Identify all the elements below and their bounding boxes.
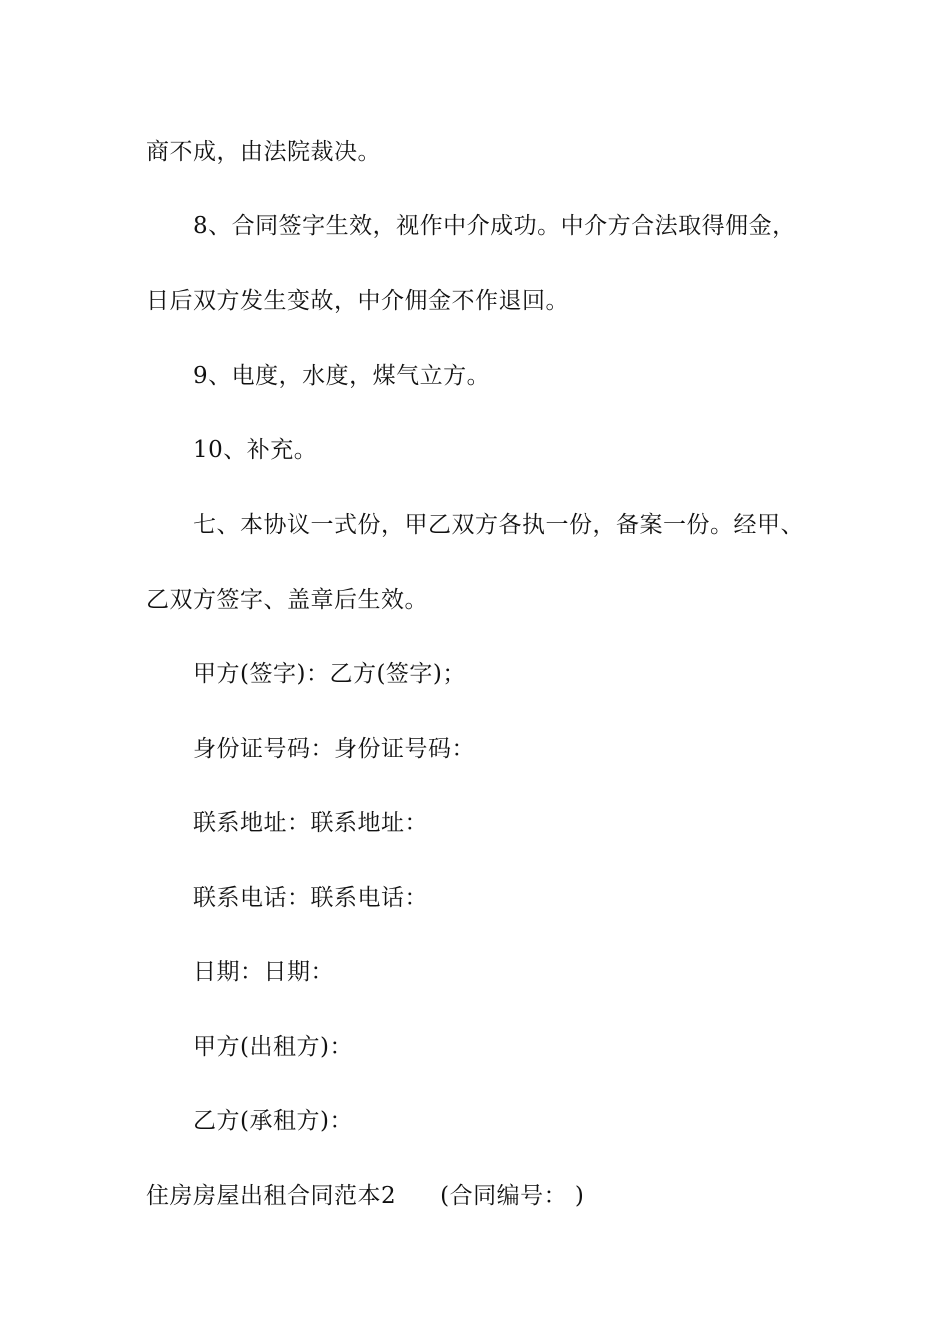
contract-number: (合同编号： )	[440, 1183, 585, 1209]
clause-9-line: 9、电度，水度，煤气立方。	[193, 363, 491, 389]
paragraph-line: 商不成，由法院裁决。	[146, 139, 381, 165]
next-contract-heading	[146, 1181, 584, 1211]
party-a-line: 甲方(出租方)：	[193, 1034, 353, 1060]
phone-line: 联系电话：联系电话：	[193, 885, 428, 911]
date-line: 日期：日期：	[193, 959, 334, 985]
paragraph-line: 日后双方发生变故，中介佣金不作退回。	[146, 288, 569, 314]
section-7-line: 七、本协议一式份，甲乙双方各执一份，备案一份。经甲、	[193, 512, 804, 538]
contract-title: 住房房屋出租合同范本2	[146, 1183, 397, 1209]
party-b-line: 乙方(承租方)：	[193, 1108, 353, 1134]
id-number-line: 身份证号码：身份证号码：	[193, 736, 475, 762]
signature-line: 甲方(签字)：乙方(签字)；	[193, 661, 466, 687]
address-line: 联系地址：联系地址：	[193, 810, 428, 836]
clause-10-line: 10、补充。	[193, 437, 318, 463]
clause-8-line: 8、合同签字生效，视作中介成功。中介方合法取得佣金，	[193, 213, 796, 239]
paragraph-line: 乙双方签字、盖章后生效。	[146, 587, 428, 613]
